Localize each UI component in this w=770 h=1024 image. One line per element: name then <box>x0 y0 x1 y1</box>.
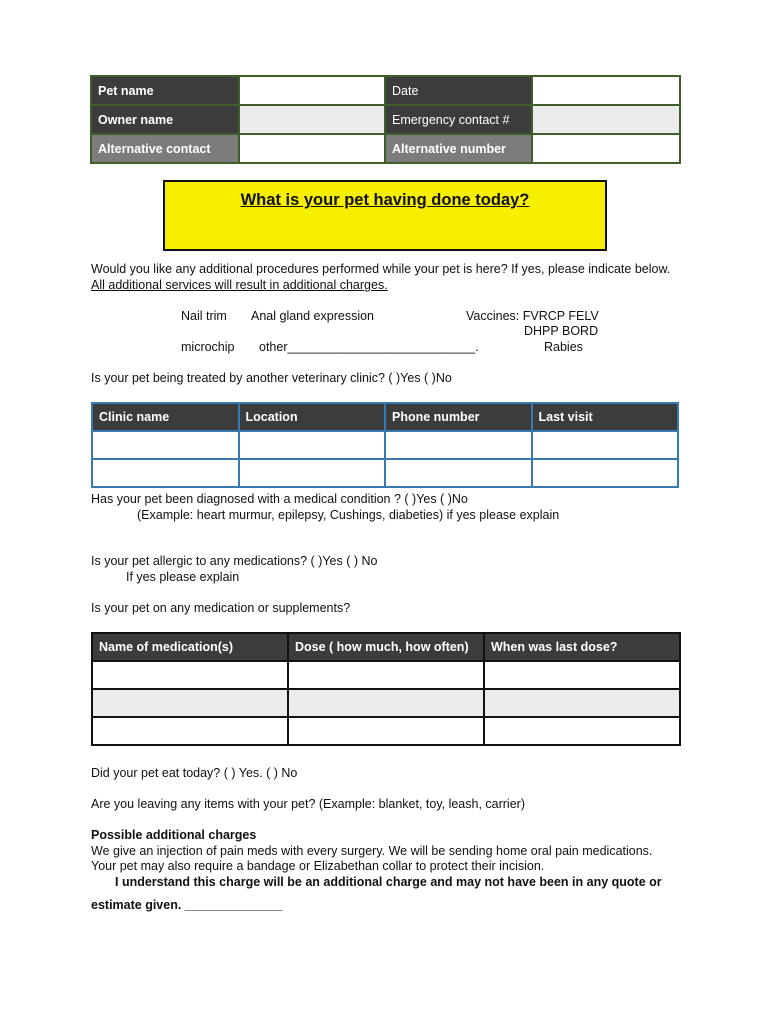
alternative-contact-field[interactable] <box>239 134 385 163</box>
last-dose-cell[interactable] <box>484 661 680 689</box>
last-dose-header: When was last dose? <box>484 633 680 661</box>
table-row <box>92 689 680 717</box>
last-dose-cell[interactable] <box>484 689 680 717</box>
phone-number-cell[interactable] <box>385 459 532 487</box>
additional-procedures-question: Would you like any additional procedures performed while your pet is here? If yes, please indicate below. <box>91 262 671 276</box>
phone-number-cell[interactable] <box>385 431 532 459</box>
charges-acknowledgement: I understand this charge will be an additional charge and may not have been in any quote or <box>115 875 662 889</box>
last-dose-cell[interactable] <box>484 717 680 745</box>
location-cell[interactable] <box>239 431 386 459</box>
clinic-name-cell[interactable] <box>92 431 239 459</box>
charges-line-2: Your pet may also require a bandage or Elizabethan collar to protect their incision. <box>91 859 545 873</box>
clinic-table-header <box>92 403 678 431</box>
charges-line-1: We give an injection of pain meds with every surgery. We will be sending home oral pain medications. <box>91 844 653 858</box>
medication-name-cell[interactable] <box>92 661 288 689</box>
dose-header: Dose ( how much, how often) <box>288 633 484 661</box>
location-header: Location <box>239 403 386 431</box>
location-cell[interactable] <box>239 459 386 487</box>
dose-cell[interactable] <box>288 661 484 689</box>
allergy-question[interactable]: Is your pet allergic to any medications? ( )Yes ( ) No <box>91 554 378 568</box>
option-vaccines[interactable]: Vaccines: FVRCP FELV <box>466 309 599 323</box>
alternative-contact-label: Alternative contact <box>91 134 239 163</box>
pet-name-field[interactable] <box>239 76 385 105</box>
allergy-explain: If yes please explain <box>126 570 240 584</box>
contact-row-2 <box>91 105 680 134</box>
medication-table <box>91 632 681 746</box>
option-other[interactable]: other___________________________. <box>259 340 479 354</box>
emergency-contact-label: Emergency contact # <box>385 105 532 134</box>
procedure-question: What is your pet having done today? <box>240 191 530 209</box>
date-field[interactable] <box>532 76 680 105</box>
owner-name-label: Owner name <box>91 105 239 134</box>
ate-today-question[interactable]: Did your pet eat today? ( ) Yes. ( ) No <box>91 766 298 780</box>
clinic-name-cell[interactable] <box>92 459 239 487</box>
table-row <box>92 459 678 487</box>
medication-question: Is your pet on any medication or supplements? <box>91 601 351 615</box>
medication-name-header: Name of medication(s) <box>92 633 288 661</box>
contact-row-1 <box>91 76 680 105</box>
option-rabies[interactable]: Rabies <box>544 340 583 354</box>
date-label: Date <box>385 76 532 105</box>
table-row <box>92 717 680 745</box>
last-visit-header: Last visit <box>532 403 679 431</box>
clinic-table <box>91 402 679 488</box>
medication-table-header <box>92 633 680 661</box>
contact-row-3 <box>91 134 680 163</box>
medication-name-cell[interactable] <box>92 689 288 717</box>
option-nail-trim[interactable]: Nail trim <box>181 309 227 323</box>
last-visit-cell[interactable] <box>532 431 679 459</box>
owner-name-field[interactable] <box>239 105 385 134</box>
medical-condition-example: (Example: heart murmur, epilepsy, Cushings, diabeties) if yes please explain <box>137 508 560 522</box>
table-row <box>92 431 678 459</box>
alternative-number-field[interactable] <box>532 134 680 163</box>
procedure-box[interactable] <box>163 180 607 251</box>
items-question: Are you leaving any items with your pet? (Example: blanket, toy, leash, carrier) <box>91 797 525 811</box>
other-clinic-question[interactable]: Is your pet being treated by another veterinary clinic? ( )Yes ( )No <box>91 371 452 385</box>
phone-number-header: Phone number <box>385 403 532 431</box>
pet-name-label: Pet name <box>91 76 239 105</box>
medical-condition-question[interactable]: Has your pet been diagnosed with a medical condition ? ( )Yes ( )No <box>91 492 468 506</box>
alternative-number-label: Alternative number <box>385 134 532 163</box>
charges-acknowledgement-signature[interactable]: estimate given. ______________ <box>91 898 283 912</box>
medication-name-cell[interactable] <box>92 717 288 745</box>
last-visit-cell[interactable] <box>532 459 679 487</box>
clinic-name-header: Clinic name <box>92 403 239 431</box>
option-anal-gland[interactable]: Anal gland expression <box>251 309 374 323</box>
option-dhpp-bord[interactable]: DHPP BORD <box>524 324 599 338</box>
charges-heading: Possible additional charges <box>91 828 257 842</box>
additional-charges-notice: All additional services will result in additional charges. <box>91 278 388 292</box>
contact-info-table <box>90 75 681 164</box>
emergency-contact-field[interactable] <box>532 105 680 134</box>
dose-cell[interactable] <box>288 717 484 745</box>
dose-cell[interactable] <box>288 689 484 717</box>
table-row <box>92 661 680 689</box>
option-microchip[interactable]: microchip <box>181 340 235 354</box>
